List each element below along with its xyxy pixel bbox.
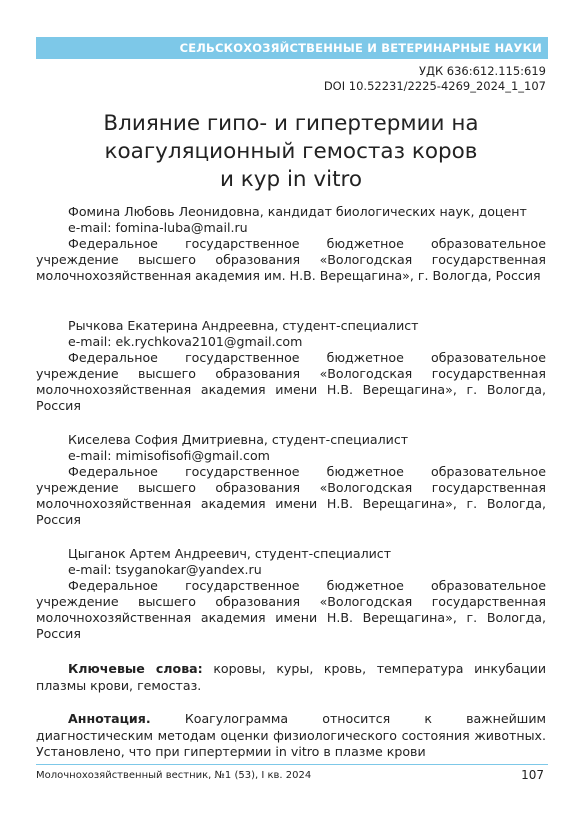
author-name: Цыганок Артем Андреевич, студент-специалист [68,546,392,561]
author-affiliation: Федеральное государственное бюджетное образовательное учреждение высшего образования «Вологодская государственная молочнохозяйственная академия им. Н.В. Верещагина», г. Вологда, Россия [36,236,546,283]
title-line: и кур in vitro [219,167,363,192]
author-block [36,318,546,414]
author-affiliation: Федеральное государственное бюджетное образовательное учреждение высшего образования «Вологодская государственная молочнохозяйственная академия имени Н.В. Верещагина», г. Вологда, Россия [36,350,546,413]
udk-code: УДК 636:612.115:619 [418,64,546,78]
author-affiliation: Федеральное государственное бюджетное образовательное учреждение высшего образования «Вологодская государственная молочнохозяйственная академия имени Н.В. Верещагина», г. Вологда, Россия [36,578,546,641]
footer-divider [36,764,548,765]
keywords-text: коровы, куры, кровь, температура инкубации плазмы крови, гемостаз. [36,661,547,693]
abstract-paragraph [36,711,546,761]
keywords-label: Ключевые слова: [68,661,203,676]
doi-code: DOI 10.52231/2225-4269_2024_1_107 [323,79,546,93]
abstract-label: Аннотация. [68,711,151,726]
title-line: Влияние гипо- и гипертермии на [103,111,479,136]
author-email: e-mail: ek.rychkova2101@gmail.com [68,334,303,349]
author-name: Фомина Любовь Леонидовна, кандидат биологических наук, доцент [68,204,527,219]
author-name: Киселева София Дмитриевна, студент-специалист [68,432,409,447]
title-line: коагуляционный гемостаз коров [104,139,478,164]
journal-citation: Молочнохозяйственный вестник, №1 (53), I кв. 2024 [36,770,312,781]
author-affiliation: Федеральное государственное бюджетное образовательное учреждение высшего образования «Вологодская государственная молочнохозяйственная академия имени Н.В. Верещагина», г. Вологда, Россия [36,464,546,527]
author-email: e-mail: fomina-luba@mail.ru [68,220,248,235]
author-name: Рычкова Екатерина Андреевна, студент-специалист [68,318,419,333]
author-email: e-mail: tsyganokar@yandex.ru [68,562,262,577]
page-number: 107 [521,768,544,782]
article-title [36,110,546,194]
abstract-text: Коагулограмма относится к важнейшим диагностическим методам оценки физиологического состояния животных. Установлено, что при гипертермии in vitro в плазме крови [36,711,546,759]
author-block [36,546,546,642]
author-block [36,204,546,284]
section-title: СЕЛЬСКОХОЗЯЙСТВЕННЫЕ И ВЕТЕРИНАРНЫЕ НАУКИ [179,41,542,55]
author-email: e-mail: mimisofisofi@gmail.com [68,448,270,463]
section-header-band [36,37,548,59]
author-block [36,432,546,528]
keywords-paragraph [36,661,546,694]
